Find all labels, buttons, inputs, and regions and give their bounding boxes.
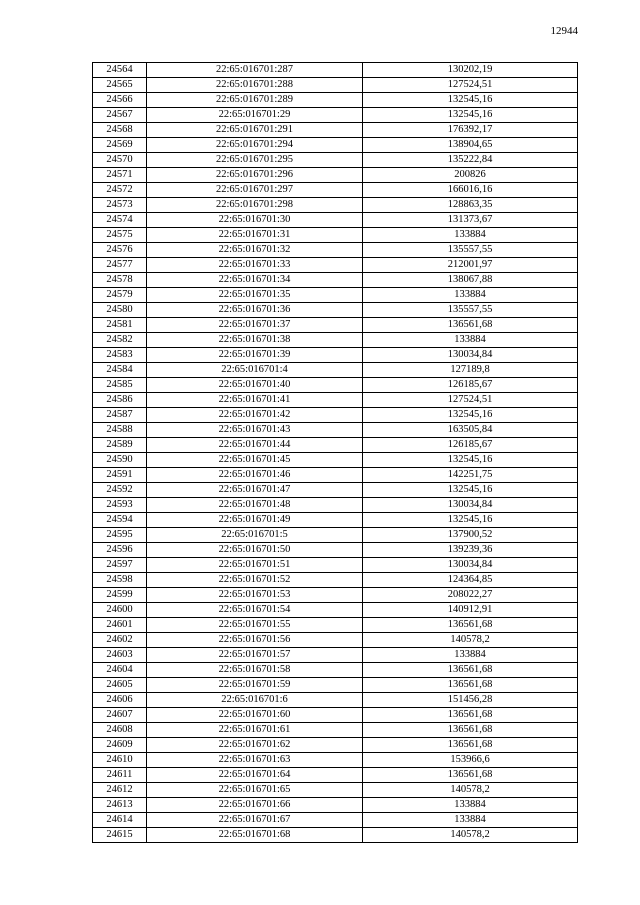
- cadastral-number-cell: 22:65:016701:60: [147, 708, 363, 723]
- cadastral-value-cell: 135557,55: [363, 243, 578, 258]
- table-row: [93, 303, 578, 318]
- cadastral-value-cell: 130202,19: [363, 63, 578, 78]
- row-number-cell: 24600: [93, 603, 147, 618]
- cadastral-number-cell: 22:65:016701:57: [147, 648, 363, 663]
- row-number-cell: 24603: [93, 648, 147, 663]
- cadastral-number-cell: 22:65:016701:45: [147, 453, 363, 468]
- cadastral-number-cell: 22:65:016701:35: [147, 288, 363, 303]
- cadastral-number-cell: 22:65:016701:291: [147, 123, 363, 138]
- table-row: [93, 138, 578, 153]
- row-number-cell: 24585: [93, 378, 147, 393]
- cadastral-number-cell: 22:65:016701:64: [147, 768, 363, 783]
- cadastral-value-cell: 136561,68: [363, 768, 578, 783]
- cadastral-value-cell: 132545,16: [363, 93, 578, 108]
- row-number-cell: 24566: [93, 93, 147, 108]
- table-row: [93, 798, 578, 813]
- row-number-cell: 24581: [93, 318, 147, 333]
- row-number-cell: 24614: [93, 813, 147, 828]
- cadastral-number-cell: 22:65:016701:298: [147, 198, 363, 213]
- cadastral-value-cell: 212001,97: [363, 258, 578, 273]
- table-row: [93, 168, 578, 183]
- table-row: [93, 648, 578, 663]
- cadastral-value-cell: 132545,16: [363, 483, 578, 498]
- cadastral-number-cell: 22:65:016701:31: [147, 228, 363, 243]
- row-number-cell: 24613: [93, 798, 147, 813]
- cadastral-number-cell: 22:65:016701:288: [147, 78, 363, 93]
- row-number-cell: 24601: [93, 618, 147, 633]
- cadastral-value-cell: 140578,2: [363, 633, 578, 648]
- cadastral-number-cell: 22:65:016701:41: [147, 393, 363, 408]
- table-row: [93, 228, 578, 243]
- table-row: [93, 543, 578, 558]
- cadastral-number-cell: 22:65:016701:68: [147, 828, 363, 843]
- cadastral-number-cell: 22:65:016701:5: [147, 528, 363, 543]
- row-number-cell: 24612: [93, 783, 147, 798]
- table-row: [93, 243, 578, 258]
- row-number-cell: 24605: [93, 678, 147, 693]
- row-number-cell: 24568: [93, 123, 147, 138]
- cadastral-number-cell: 22:65:016701:47: [147, 483, 363, 498]
- cadastral-value-cell: 124364,85: [363, 573, 578, 588]
- row-number-cell: 24584: [93, 363, 147, 378]
- table-row: [93, 753, 578, 768]
- cadastral-number-cell: 22:65:016701:54: [147, 603, 363, 618]
- table-row: [93, 318, 578, 333]
- table-row: [93, 693, 578, 708]
- cadastral-value-cell: 126185,67: [363, 378, 578, 393]
- table-row: [93, 528, 578, 543]
- cadastral-number-cell: 22:65:016701:52: [147, 573, 363, 588]
- cadastral-value-cell: 166016,16: [363, 183, 578, 198]
- table-row: [93, 348, 578, 363]
- row-number-cell: 24567: [93, 108, 147, 123]
- cadastral-number-cell: 22:65:016701:63: [147, 753, 363, 768]
- table-row: [93, 588, 578, 603]
- row-number-cell: 24589: [93, 438, 147, 453]
- cadastral-value-cell: 127524,51: [363, 393, 578, 408]
- cadastral-number-cell: 22:65:016701:67: [147, 813, 363, 828]
- row-number-cell: 24570: [93, 153, 147, 168]
- table-row: [93, 453, 578, 468]
- table-row: [93, 813, 578, 828]
- cadastral-value-cell: 133884: [363, 228, 578, 243]
- row-number-cell: 24607: [93, 708, 147, 723]
- cadastral-number-cell: 22:65:016701:33: [147, 258, 363, 273]
- row-number-cell: 24594: [93, 513, 147, 528]
- cadastral-value-cell: 140912,91: [363, 603, 578, 618]
- cadastral-value-cell: 132545,16: [363, 108, 578, 123]
- cadastral-value-cell: 136561,68: [363, 738, 578, 753]
- table-row: [93, 258, 578, 273]
- cadastral-value-table: [92, 62, 578, 843]
- row-number-cell: 24569: [93, 138, 147, 153]
- row-number-cell: 24576: [93, 243, 147, 258]
- cadastral-value-cell: 163505,84: [363, 423, 578, 438]
- row-number-cell: 24582: [93, 333, 147, 348]
- cadastral-value-cell: 130034,84: [363, 498, 578, 513]
- table-row: [93, 393, 578, 408]
- cadastral-number-cell: 22:65:016701:34: [147, 273, 363, 288]
- row-number-cell: 24578: [93, 273, 147, 288]
- cadastral-value-cell: 139239,36: [363, 543, 578, 558]
- row-number-cell: 24565: [93, 78, 147, 93]
- row-number-cell: 24602: [93, 633, 147, 648]
- row-number-cell: 24590: [93, 453, 147, 468]
- cadastral-number-cell: 22:65:016701:62: [147, 738, 363, 753]
- cadastral-value-cell: 140578,2: [363, 828, 578, 843]
- table-row: [93, 723, 578, 738]
- cadastral-value-cell: 132545,16: [363, 453, 578, 468]
- table-row: [93, 558, 578, 573]
- cadastral-value-cell: 132545,16: [363, 408, 578, 423]
- table-row: [93, 483, 578, 498]
- cadastral-number-cell: 22:65:016701:30: [147, 213, 363, 228]
- cadastral-number-cell: 22:65:016701:43: [147, 423, 363, 438]
- table-row: [93, 708, 578, 723]
- cadastral-number-cell: 22:65:016701:40: [147, 378, 363, 393]
- cadastral-value-cell: 133884: [363, 648, 578, 663]
- table-row: [93, 573, 578, 588]
- cadastral-value-cell: 136561,68: [363, 318, 578, 333]
- cadastral-number-cell: 22:65:016701:48: [147, 498, 363, 513]
- cadastral-value-cell: 133884: [363, 288, 578, 303]
- cadastral-number-cell: 22:65:016701:59: [147, 678, 363, 693]
- table-row: [93, 618, 578, 633]
- table-row: [93, 603, 578, 618]
- cadastral-number-cell: 22:65:016701:50: [147, 543, 363, 558]
- cadastral-value-cell: 128863,35: [363, 198, 578, 213]
- cadastral-value-cell: 127189,8: [363, 363, 578, 378]
- cadastral-value-cell: 130034,84: [363, 348, 578, 363]
- cadastral-value-cell: 133884: [363, 798, 578, 813]
- row-number-cell: 24596: [93, 543, 147, 558]
- cadastral-number-cell: 22:65:016701:56: [147, 633, 363, 648]
- row-number-cell: 24579: [93, 288, 147, 303]
- cadastral-number-cell: 22:65:016701:44: [147, 438, 363, 453]
- table-row: [93, 198, 578, 213]
- row-number-cell: 24615: [93, 828, 147, 843]
- row-number-cell: 24573: [93, 198, 147, 213]
- cadastral-value-cell: 133884: [363, 813, 578, 828]
- table-row: [93, 63, 578, 78]
- cadastral-value-cell: 130034,84: [363, 558, 578, 573]
- cadastral-value-cell: 137900,52: [363, 528, 578, 543]
- table-row: [93, 273, 578, 288]
- table-row: [93, 213, 578, 228]
- cadastral-value-cell: 138904,65: [363, 138, 578, 153]
- row-number-cell: 24599: [93, 588, 147, 603]
- cadastral-number-cell: 22:65:016701:55: [147, 618, 363, 633]
- cadastral-number-cell: 22:65:016701:53: [147, 588, 363, 603]
- table-row: [93, 333, 578, 348]
- cadastral-number-cell: 22:65:016701:294: [147, 138, 363, 153]
- cadastral-number-cell: 22:65:016701:37: [147, 318, 363, 333]
- cadastral-number-cell: 22:65:016701:296: [147, 168, 363, 183]
- row-number-cell: 24588: [93, 423, 147, 438]
- table-row: [93, 93, 578, 108]
- row-number-cell: 24574: [93, 213, 147, 228]
- table-row: [93, 78, 578, 93]
- cadastral-number-cell: 22:65:016701:61: [147, 723, 363, 738]
- row-number-cell: 24583: [93, 348, 147, 363]
- cadastral-value-cell: 131373,67: [363, 213, 578, 228]
- cadastral-number-cell: 22:65:016701:49: [147, 513, 363, 528]
- cadastral-value-cell: 133884: [363, 333, 578, 348]
- cadastral-value-cell: 136561,68: [363, 663, 578, 678]
- row-number-cell: 24597: [93, 558, 147, 573]
- cadastral-value-cell: 208022,27: [363, 588, 578, 603]
- table-row: [93, 468, 578, 483]
- cadastral-value-cell: 151456,28: [363, 693, 578, 708]
- table-row: [93, 183, 578, 198]
- cadastral-value-cell: 136561,68: [363, 678, 578, 693]
- row-number-cell: 24564: [93, 63, 147, 78]
- page-number: 12944: [550, 25, 578, 37]
- cadastral-number-cell: 22:65:016701:297: [147, 183, 363, 198]
- row-number-cell: 24572: [93, 183, 147, 198]
- cadastral-number-cell: 22:65:016701:42: [147, 408, 363, 423]
- cadastral-number-cell: 22:65:016701:51: [147, 558, 363, 573]
- cadastral-value-cell: 135222,84: [363, 153, 578, 168]
- cadastral-number-cell: 22:65:016701:4: [147, 363, 363, 378]
- table-row: [93, 423, 578, 438]
- table-row: [93, 663, 578, 678]
- cadastral-value-cell: 135557,55: [363, 303, 578, 318]
- table-row: [93, 288, 578, 303]
- cadastral-value-cell: 136561,68: [363, 723, 578, 738]
- row-number-cell: 24595: [93, 528, 147, 543]
- cadastral-value-cell: 126185,67: [363, 438, 578, 453]
- cadastral-value-cell: 138067,88: [363, 273, 578, 288]
- row-number-cell: 24577: [93, 258, 147, 273]
- cadastral-number-cell: 22:65:016701:6: [147, 693, 363, 708]
- row-number-cell: 24606: [93, 693, 147, 708]
- cadastral-value-cell: 127524,51: [363, 78, 578, 93]
- table-row: [93, 123, 578, 138]
- row-number-cell: 24611: [93, 768, 147, 783]
- cadastral-number-cell: 22:65:016701:287: [147, 63, 363, 78]
- cadastral-value-cell: 136561,68: [363, 708, 578, 723]
- table-row: [93, 828, 578, 843]
- cadastral-number-cell: 22:65:016701:65: [147, 783, 363, 798]
- table-row: [93, 378, 578, 393]
- row-number-cell: 24610: [93, 753, 147, 768]
- cadastral-number-cell: 22:65:016701:66: [147, 798, 363, 813]
- cadastral-number-cell: 22:65:016701:46: [147, 468, 363, 483]
- table-row: [93, 363, 578, 378]
- cadastral-value-cell: 200826: [363, 168, 578, 183]
- cadastral-value-cell: 132545,16: [363, 513, 578, 528]
- cadastral-value-cell: 140578,2: [363, 783, 578, 798]
- cadastral-value-cell: 142251,75: [363, 468, 578, 483]
- table-row: [93, 513, 578, 528]
- table-row: [93, 738, 578, 753]
- row-number-cell: 24571: [93, 168, 147, 183]
- cadastral-number-cell: 22:65:016701:58: [147, 663, 363, 678]
- cadastral-value-cell: 136561,68: [363, 618, 578, 633]
- cadastral-number-cell: 22:65:016701:36: [147, 303, 363, 318]
- row-number-cell: 24604: [93, 663, 147, 678]
- row-number-cell: 24592: [93, 483, 147, 498]
- row-number-cell: 24608: [93, 723, 147, 738]
- cadastral-number-cell: 22:65:016701:39: [147, 348, 363, 363]
- row-number-cell: 24593: [93, 498, 147, 513]
- row-number-cell: 24598: [93, 573, 147, 588]
- cadastral-number-cell: 22:65:016701:38: [147, 333, 363, 348]
- row-number-cell: 24587: [93, 408, 147, 423]
- cadastral-number-cell: 22:65:016701:32: [147, 243, 363, 258]
- cadastral-number-cell: 22:65:016701:289: [147, 93, 363, 108]
- table-row: [93, 408, 578, 423]
- cadastral-value-cell: 176392,17: [363, 123, 578, 138]
- table-body: [93, 63, 578, 843]
- row-number-cell: 24591: [93, 468, 147, 483]
- table-row: [93, 633, 578, 648]
- table-row: [93, 108, 578, 123]
- table-row: [93, 768, 578, 783]
- row-number-cell: 24580: [93, 303, 147, 318]
- cadastral-number-cell: 22:65:016701:295: [147, 153, 363, 168]
- table-row: [93, 153, 578, 168]
- table-row: [93, 438, 578, 453]
- cadastral-number-cell: 22:65:016701:29: [147, 108, 363, 123]
- cadastral-value-cell: 153966,6: [363, 753, 578, 768]
- table-row: [93, 678, 578, 693]
- row-number-cell: 24575: [93, 228, 147, 243]
- row-number-cell: 24609: [93, 738, 147, 753]
- row-number-cell: 24586: [93, 393, 147, 408]
- table-row: [93, 783, 578, 798]
- table-row: [93, 498, 578, 513]
